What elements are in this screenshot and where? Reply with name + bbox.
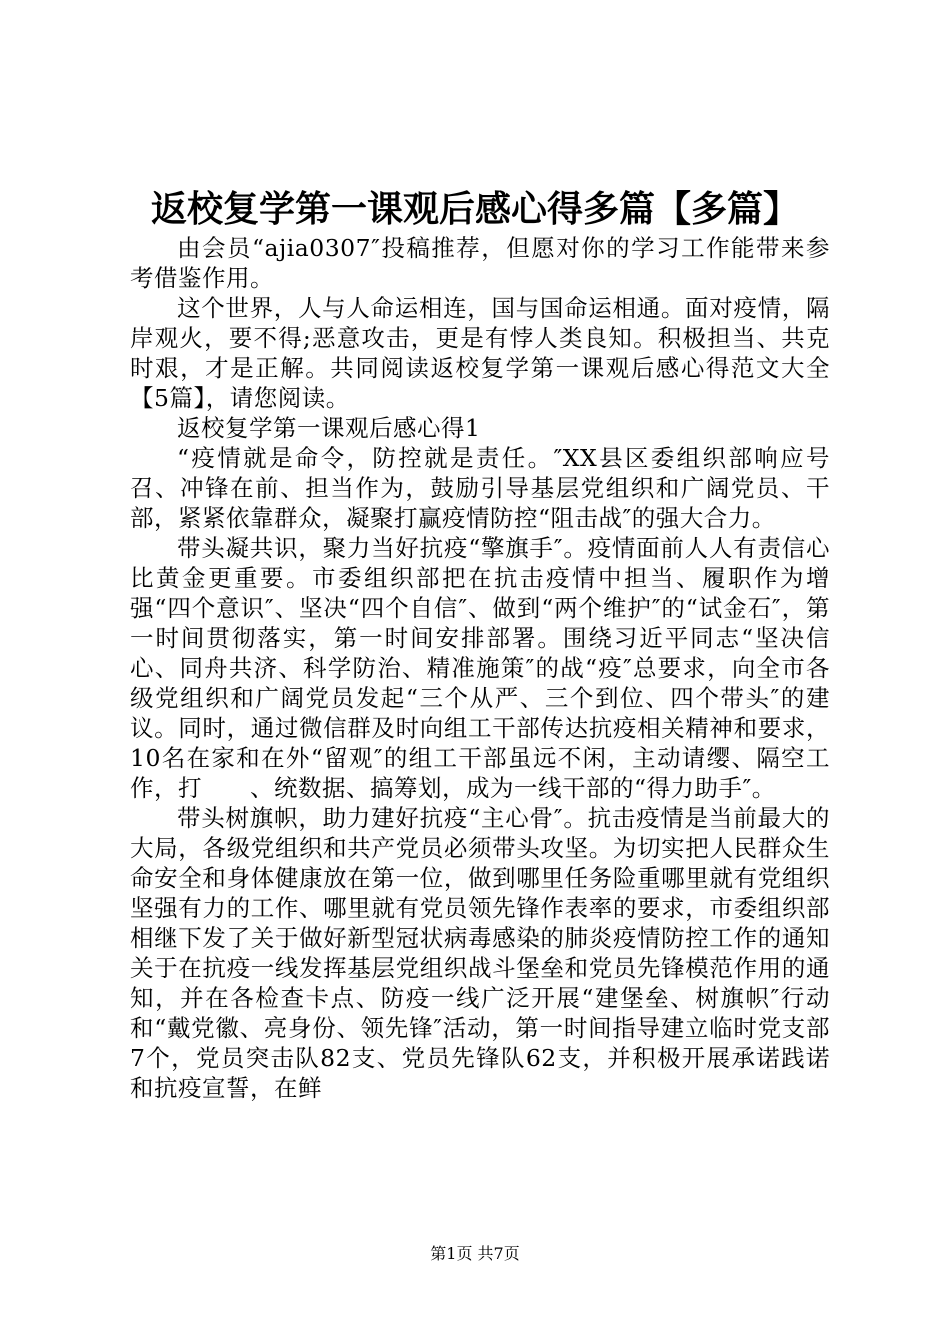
document-title: 返校复学第一课观后感心得多篇【多篇】 [150, 188, 799, 230]
paragraph-1: “疫情就是命令，防控就是责任。″XX县区委组织部响应号召、冲锋在前、担当作为，鼓励引导基层党组织和广阔党员、干部，紧紧依靠群众，凝聚打赢疫情防控“阻击战″的强大合力。 [130, 444, 830, 532]
paragraph-intro: 由会员“ajia0307″投稿推荐，但愿对你的学习工作能带来参考借鉴作用。 [130, 234, 830, 292]
paragraph-2: 带头凝共识，聚力当好抗疫“擎旗手″。疫情面前人人有责信心比黄金更重要。市委组织部把在抗击疫情中担当、履职作为增强“四个意识″、坚决“四个自信″、做到“两个维护″的“试金石″，第一时间贯彻落实，第一时间安排部署。围绕习近平同志“坚决信心、同舟共济、科学防治、精准施策″的战“疫″总要求，向全市各级党组织和广阔党员发起“三个从严、三个到位、四个带头″的建议。同时，通过微信群及时向组工干部传达抗疫相关精神和要求，10名在家和在外“留观″的组工干部虽远不闲，主动请缨、隔空工作，打 、统数据、搞筹划，成为一线干部的“得力助手″。 [130, 534, 830, 802]
page-footer: 第1页 共7页 [430, 1244, 520, 1263]
document-body [130, 233, 830, 1103]
paragraph-preface: 这个世界，人与人命运相连，国与国命运相通。面对疫情，隔岸观火，要不得;恶意攻击，更是有悖人类良知。积极担当、共克时艰，才是正解。共同阅读返校复学第一课观后感心得范文大全【5篇】，请您阅读。 [130, 294, 830, 412]
paragraph-3: 带头树旗帜，助力建好抗疫“主心骨″。抗击疫情是当前最大的大局，各级党组织和共产党员必须带头攻坚。为切实把人民群众生命安全和身体健康放在第一位，做到哪里任务险重哪里就有党组织坚强有力的工作、哪里就有党员领先锋作表率的要求，市委组织部相继下发了关于做好新型冠状病毒感染的肺炎疫情防控工作的通知关于在抗疫一线发挥基层党组织战斗堡垒和党员先锋模范作用的通知，并在各检查卡点、防疫一线广泛开展“建堡垒、树旗帜″行动和“戴党徽、亮身份、领先锋″活动，第一时间指导建立临时党支部7个，党员突击队82支、党员先锋队62支，并积极开展承诺践诺和抗疫宣誓，在鲜 [130, 804, 830, 1102]
section-heading: 返校复学第一课观后感心得1 [177, 414, 481, 442]
